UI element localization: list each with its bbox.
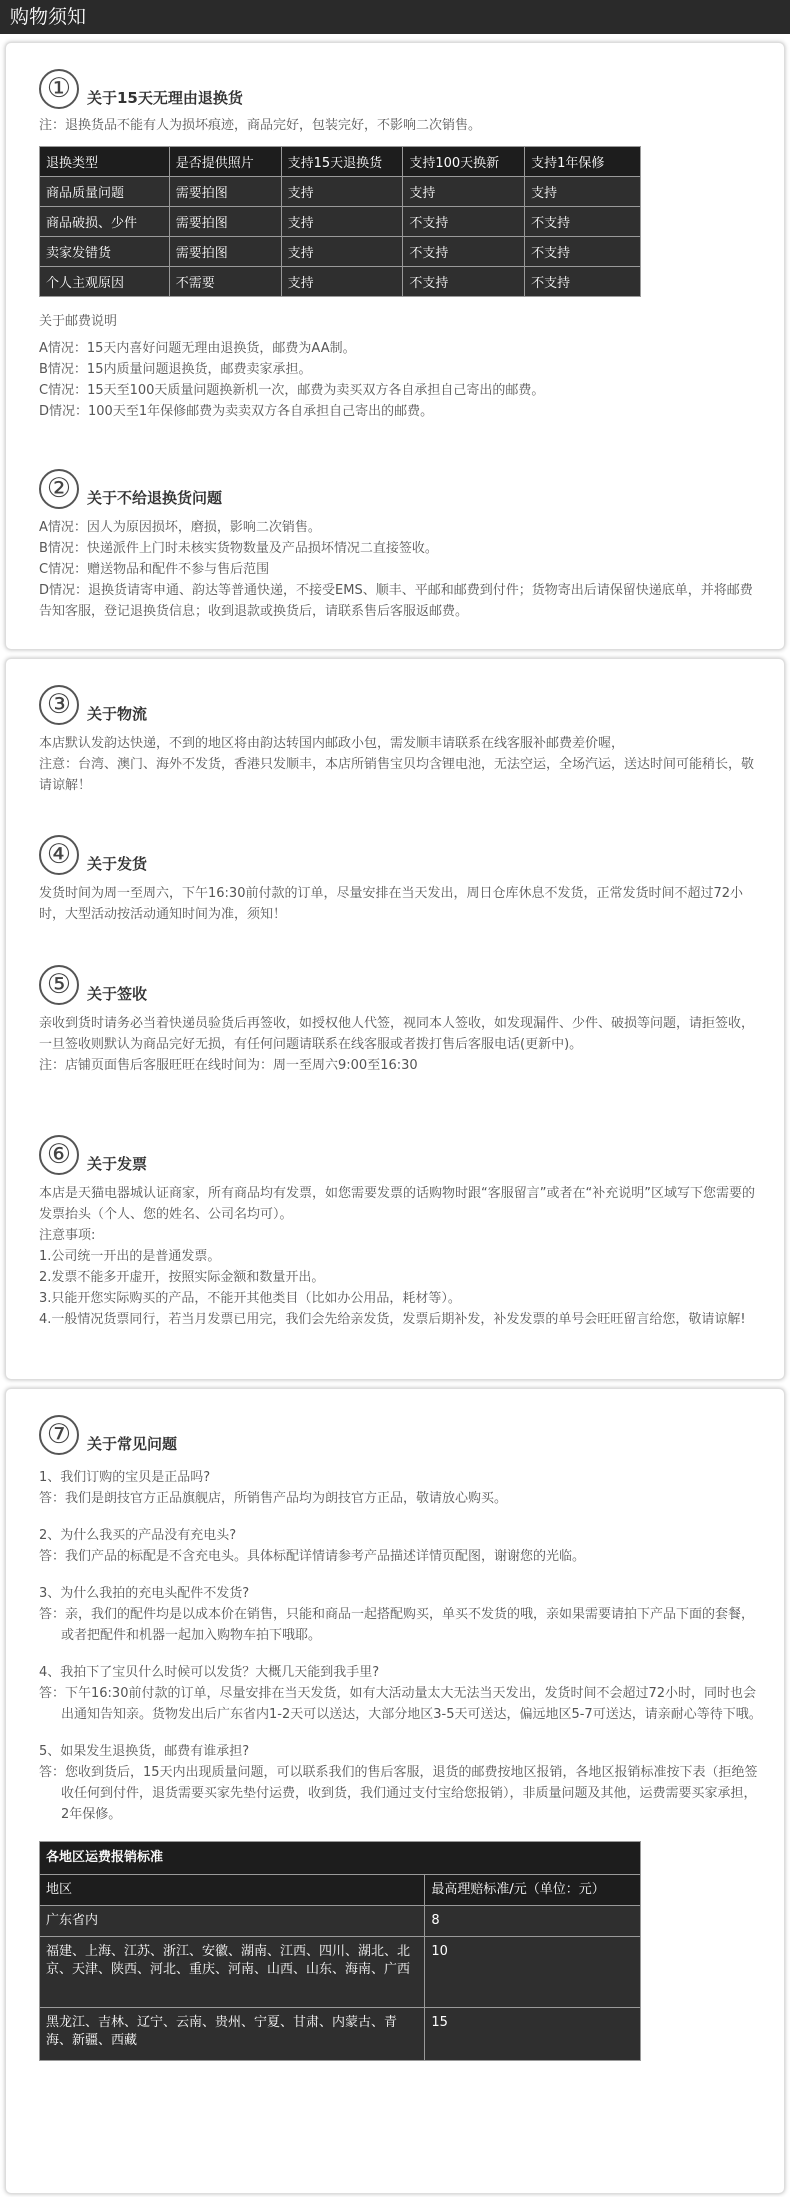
invoice-item: 2.发票不能多开虚开，按照实际金额和数量开出。: [39, 1270, 325, 1285]
postage-line: C情况：15天至100天质量问题换新机一次，邮费为卖买双方各自承担自己寄出的邮费。: [39, 383, 545, 398]
table-row: [40, 237, 641, 267]
table-row: [40, 2008, 641, 2061]
section-number-badge: ⑥: [39, 1135, 79, 1175]
faq-answer: 答：我们是朗技官方正品旗舰店，所销售产品均为朗技官方正品，敬请放心购买。: [39, 1491, 508, 1506]
table-header-cell: 退换类型: [40, 147, 170, 177]
postage-line: A情况：15天内喜好问题无理由退换货，邮费为AA制。: [39, 341, 356, 356]
section-title: 关于发货: [87, 855, 148, 873]
panel-faq: [5, 1388, 785, 2194]
logistics-line: 本店默认发韵达快递，不到的地区将由韵达转国内邮政小包，需发顺丰请联系在线客服补邮费差价喔，: [39, 736, 625, 751]
fee-table-header-row: [40, 1875, 641, 1906]
table-cell: 支持: [403, 177, 525, 207]
table-row: [40, 177, 641, 207]
receipt-line: 注：店铺页面售后客服旺旺在线时间为：周一至周六9:00至16:30: [39, 1058, 418, 1073]
section-title: 关于不给退换货问题: [87, 489, 223, 507]
table-cell: 支持: [525, 177, 641, 207]
section-number-badge: ③: [39, 685, 79, 725]
section-title: 关于常见问题: [87, 1435, 178, 1453]
table-cell: 商品破损、少件: [40, 207, 170, 237]
table-row: [40, 1937, 641, 2008]
no-return-line: C情况：赠送物品和配件不参与售后范围: [39, 562, 270, 577]
faq-answer: 答：下午16:30前付款的订单，尽量安排在当天发货，如有大活动量太大无法当天发出，发货时间不会超过72小时，同时也会出通知告知亲。货物发出后广东省内1-2天可以送达，大部分地区3-5天可送达，偏远地区5-7可送达，请亲耐心等待下哦。: [39, 1686, 762, 1722]
table-header-row: [40, 147, 641, 177]
section-logistics: [39, 679, 764, 796]
page-header: [0, 0, 790, 34]
section-title: 关于15天无理由退换货: [87, 89, 243, 107]
section-number-badge: ②: [39, 469, 79, 509]
table-cell: 不支持: [525, 207, 641, 237]
no-return-line: B情况：快递派件上门时未核实货物数量及产品损坏情况二直接签收。: [39, 541, 438, 556]
faq-question: 4、我拍下了宝贝什么时候可以发货？大概几天能到我手里?: [39, 1665, 380, 1680]
table-cell: 不支持: [525, 237, 641, 267]
section-shipping: [39, 829, 764, 925]
invoice-line: 注意事项:: [39, 1228, 96, 1243]
table-cell: 不支持: [525, 267, 641, 297]
shipping-line: 发货时间为周一至周六，下午16:30前付款的订单，尽量安排在当天发出，周日仓库休息不发货，正常发货时间不超过72小时，大型活动按活动通知时间为准，须知！: [39, 886, 744, 922]
fee-table-caption-row: [40, 1842, 641, 1875]
section-number-badge: ⑦: [39, 1415, 79, 1455]
receipt-line: 亲收到货时请务必当着快递员验货后再签收，如授权他人代签，视同本人签收，如发现漏件、少件、破损等问题，请拒签收，一旦签收则默认为商品完好无损，有任何问题请联系在线客服或者拨打售后客服电话(更新中)。: [39, 1016, 755, 1052]
section-faq: [39, 1409, 764, 2061]
table-cell: 个人主观原因: [40, 267, 170, 297]
faq-answer: 答：我们产品的标配是不含充电头。具体标配详情请参考产品描述详情页配图，谢谢您的光临。: [39, 1549, 586, 1564]
page-title: 购物须知: [10, 6, 87, 28]
fee-region-cell: 黑龙江、吉林、辽宁、云南、贵州、宁夏、甘肃、内蒙古、青海、新疆、西藏: [40, 2008, 425, 2061]
table-row: [40, 1906, 641, 1937]
postage-title: 关于邮费说明: [39, 314, 118, 329]
table-cell: 支持: [281, 237, 403, 267]
invoice-item: 1.公司统一开出的是普通发票。: [39, 1249, 221, 1264]
table-header-cell: 是否提供照片: [169, 147, 281, 177]
table-header-cell: 支持1年保修: [525, 147, 641, 177]
section-title: 关于物流: [87, 705, 148, 723]
fee-amount-cell: 10: [425, 1937, 641, 2008]
faq-item: [39, 1741, 764, 1825]
fee-region-cell: 福建、上海、江苏、浙江、安徽、湖南、江西、四川、湖北、北京、天津、陕西、河北、重庆、河南、山西、山东、海南、广西: [40, 1937, 425, 2008]
panel-returns: [5, 42, 785, 650]
section-receipt: [39, 959, 764, 1076]
table-header-cell: 最高理赔标准/元（单位：元）: [425, 1875, 641, 1906]
section-returns: [39, 63, 764, 422]
table-cell: 不需要: [169, 267, 281, 297]
returns-note: 注：退换货品不能有人为损坏痕迹，商品完好，包装完好，不影响二次销售。: [39, 118, 482, 133]
table-cell: 支持: [281, 207, 403, 237]
section-no-return: [39, 463, 764, 622]
faq-item: [39, 1525, 764, 1567]
table-cell: 商品质量问题: [40, 177, 170, 207]
table-cell: 支持: [281, 177, 403, 207]
faq-question: 2、为什么我买的产品没有充电头?: [39, 1528, 237, 1543]
table-header-cell: 支持15天退换货: [281, 147, 403, 177]
table-cell: 卖家发错货: [40, 237, 170, 267]
invoice-item: 3.只能开您实际购买的产品，不能开其他类目（比如办公用品，耗材等）。: [39, 1291, 461, 1306]
table-cell: 支持: [281, 267, 403, 297]
fee-region-cell: 广东省内: [40, 1906, 425, 1937]
fee-table-caption: 各地区运费报销标准: [40, 1842, 641, 1875]
faq-question: 5、如果发生退换货，邮费有谁承担?: [39, 1744, 250, 1759]
faq-answer: 答：亲，我们的配件均是以成本价在销售，只能和商品一起搭配购买，单买不发货的哦，亲如果需要请拍下产品下面的套餐，或者把配件和机器一起加入购物车拍下哦耶。: [39, 1607, 755, 1643]
table-cell: 不支持: [403, 267, 525, 297]
section-title: 关于签收: [87, 985, 148, 1003]
no-return-line: A情况：因人为原因损坏，磨损，影响二次销售。: [39, 520, 321, 535]
postage-line: B情况：15内质量问题退换货，邮费卖家承担。: [39, 362, 312, 377]
faq-answer: 答：您收到货后，15天内出现质量问题，可以联系我们的售后客服，退货的邮费按地区报销，各地区报销标准按下表（拒绝签收任何到付件，退货需要买家先垫付运费，收到货，我们通过支付宝给您报销），非质量问题及其他，运费需要买家承担，2年保修。: [39, 1765, 758, 1822]
section-number-badge: ①: [39, 69, 79, 109]
section-invoice: [39, 1129, 764, 1330]
fee-amount-cell: 8: [425, 1906, 641, 1937]
table-header-cell: 支持100天换新: [403, 147, 525, 177]
postage-line: D情况：100天至1年保修邮费为卖卖双方各自承担自己寄出的邮费。: [39, 404, 434, 419]
section-title: 关于发票: [87, 1155, 148, 1173]
table-cell: 不支持: [403, 207, 525, 237]
section-number-badge: ④: [39, 835, 79, 875]
faq-item: [39, 1467, 764, 1509]
returns-table: [39, 146, 641, 297]
logistics-line: 注意：台湾、澳门、海外不发货，香港只发顺丰，本店所销售宝贝均含锂电池，无法空运，全场汽运，送达时间可能稍长，敬请谅解！: [39, 757, 755, 793]
invoice-line: 本店是天猫电器城认证商家，所有商品均有发票，如您需要发票的话购物时跟“客服留言”或者在“补充说明”区域写下您需要的发票抬头（个人、您的姓名、公司名均可）。: [39, 1186, 755, 1222]
table-header-cell: 地区: [40, 1875, 425, 1906]
table-cell: 需要拍图: [169, 177, 281, 207]
fee-table: [39, 1841, 641, 2061]
table-cell: 需要拍图: [169, 237, 281, 267]
fee-amount-cell: 15: [425, 2008, 641, 2061]
faq-item: [39, 1583, 764, 1646]
faq-question: 1、我们订购的宝贝是正品吗?: [39, 1470, 211, 1485]
table-row: [40, 267, 641, 297]
faq-item: [39, 1662, 764, 1725]
table-cell: 不支持: [403, 237, 525, 267]
no-return-line: D情况：退换货请寄申通、韵达等普通快递，不接受EMS、顺丰、平邮和邮费到付件；货物寄出后请保留快递底单，并将邮费告知客服，登记退换货信息；收到退款或换货后，请联系售后客服返邮费。: [39, 583, 753, 619]
panel-logistics: [5, 658, 785, 1380]
faq-question: 3、为什么我拍的充电头配件不发货?: [39, 1586, 250, 1601]
table-cell: 需要拍图: [169, 207, 281, 237]
table-row: [40, 207, 641, 237]
section-number-badge: ⑤: [39, 965, 79, 1005]
invoice-item: 4.一般情况货票同行，若当月发票已用完，我们会先给亲发货，发票后期补发，补发发票的单号会旺旺留言给您，敬请谅解!: [39, 1312, 746, 1327]
